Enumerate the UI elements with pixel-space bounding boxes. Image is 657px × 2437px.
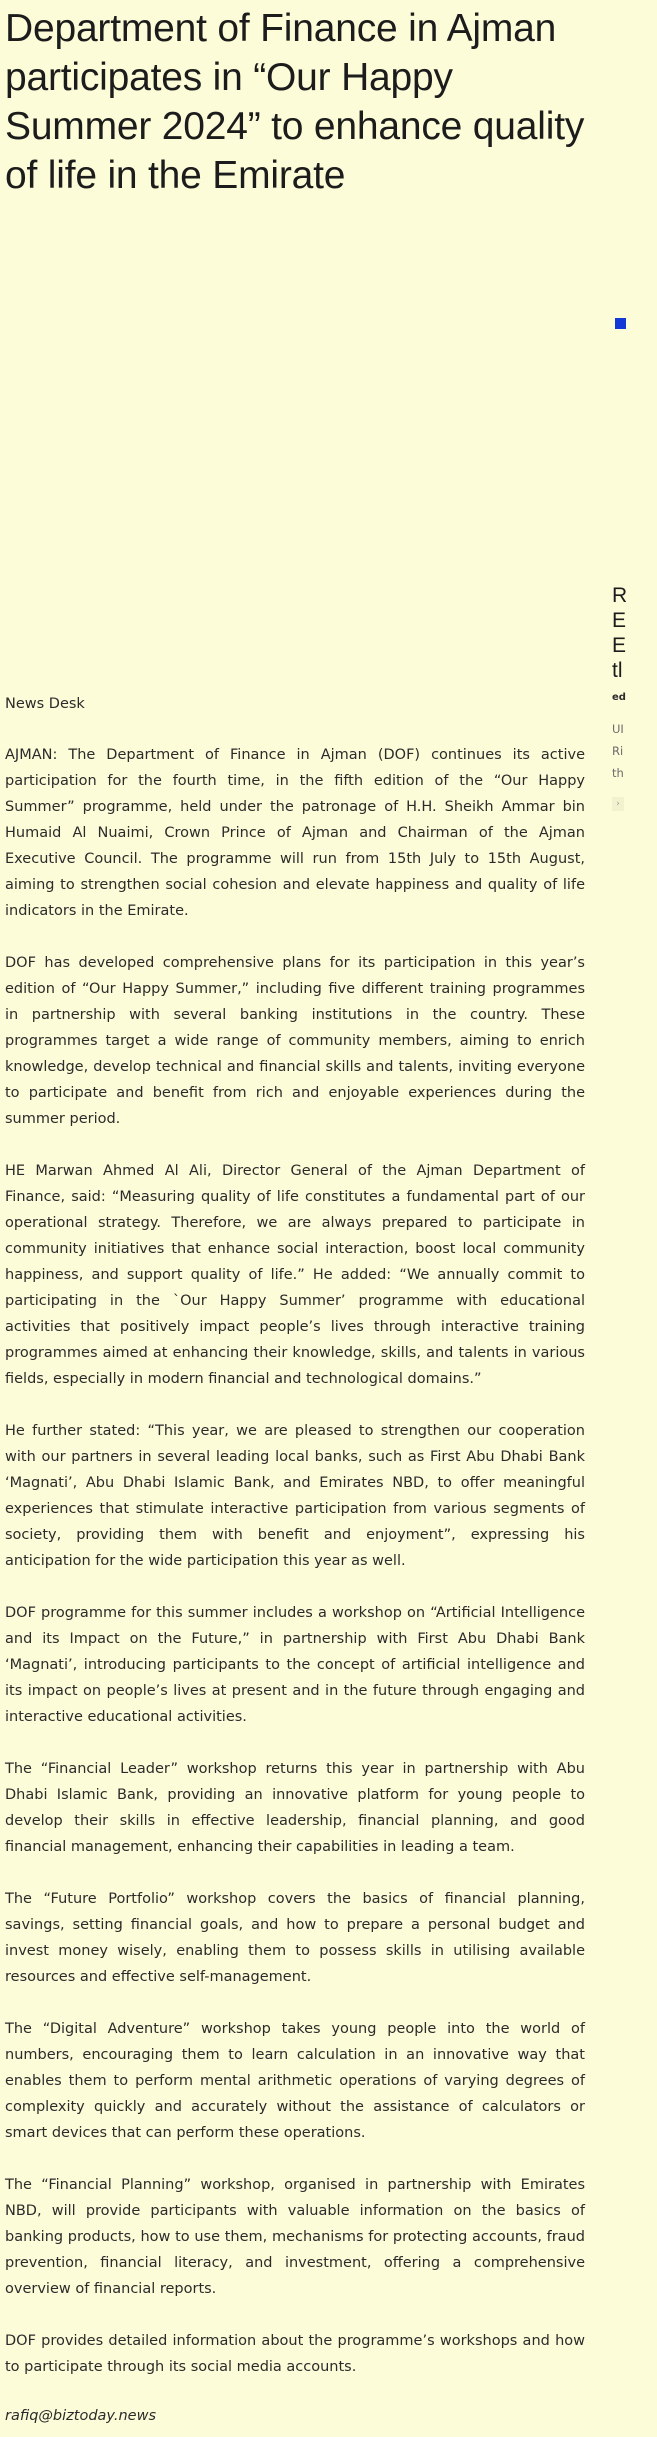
article-paragraph: The “Future Portfolio” workshop covers the basics of financial planning, savings, setting financial goals, and how to prepare a personal budget and invest money wisely, enabling them to possess skills in utilising available resources and effective self-management. xyxy=(5,1891,585,1985)
related-article-title[interactable] xyxy=(612,583,657,683)
featured-media-area xyxy=(5,200,585,694)
related-title-line: E xyxy=(612,609,627,632)
article-headline: Department of Finance in Ajman participates in “Our Happy Summer 2024” to enhance quality of life in the Emirate xyxy=(5,7,585,197)
related-article-byline: ed xyxy=(612,692,626,703)
article-paragraph: AJMAN: The Department of Finance in Ajman (DOF) continues its active participation for the fourth time, in the fifth edition of the “Our Happy Summer” programme, held under the patronage of H.H. Sheikh Ammar bin Humaid Al Nuaimi, Crown Prince of Ajman and Chairman of the Ajman Executive Council. The programme will run from 15th July to 15th August, aiming to strengthen social cohesion and elevate happiness and quality of life indicators in the Emirate. xyxy=(5,747,585,919)
article-paragraph: The “Digital Adventure” workshop takes young people into the world of numbers, encouraging them to learn calculation in an innovative way that enables them to perform mental arithmetic operations of varying degrees of complexity quickly and accurately without the assistance of calculators or smart devices that can perform these operations. xyxy=(5,2021,585,2141)
article xyxy=(5,0,585,2426)
article-byline[interactable]: News Desk xyxy=(5,696,85,712)
article-paragraph: HE Marwan Ahmed Al Ali, Director General of the Ajman Department of Finance, said: “Measuring quality of life constitutes a fundamental part of our operational strategy. Therefore, we are always prepared to participate in community initiatives that enhance social interaction, boost local community happiness, and support quality of life.” He added: “We annually commit to participating in the `Our Happy Summer’ programme with educational activities that positively impact people’s lives through interactive training programmes aimed at enhancing their knowledge, skills, and talents in various fields, especially in modern financial and technological domains.” xyxy=(5,1163,585,1387)
related-article-excerpt xyxy=(612,718,657,784)
article-paragraph: The “Financial Leader” workshop returns this year in partnership with Abu Dhabi Islamic Bank, providing an innovative platform for young people to develop their skills in effective leadership, financial planning, and good financial management, enhancing their capabilities in leading a team. xyxy=(5,1761,585,1855)
article-body xyxy=(5,742,585,2380)
article-paragraph: DOF provides detailed information about the programme’s workshops and how to participate through its social media accounts. xyxy=(5,2333,585,2375)
related-sidebar xyxy=(612,0,657,2437)
related-excerpt-line: UI xyxy=(612,722,624,736)
sidebar-accent-marker xyxy=(615,318,626,329)
related-title-line: R xyxy=(612,584,628,607)
article-paragraph: The “Financial Planning” workshop, organised in partnership with Emirates NBD, will provide participants with valuable information on the basics of banking products, how to use them, mechanisms for protecting accounts, fraud prevention, financial literacy, and investment, offering a comprehensive overview of financial reports. xyxy=(5,2177,585,2297)
related-excerpt-line: th xyxy=(612,766,624,780)
article-paragraph: DOF programme for this summer includes a workshop on “Artificial Intelligence and its Impact on the Future,” in partnership with First Abu Dhabi Bank ‘Magnati’, introducing participants to the concept of artificial intelligence and its impact on people’s lives at present and in the future through engaging and interactive educational activities. xyxy=(5,1605,585,1725)
related-title-line: E xyxy=(612,634,627,657)
related-excerpt-line: Ri xyxy=(612,744,624,758)
related-title-line: tl xyxy=(612,659,623,682)
author-email[interactable]: rafiq@biztoday.news xyxy=(5,2408,156,2424)
article-paragraph: DOF has developed comprehensive plans for its participation in this year’s edition of “Our Happy Summer,” including five different training programmes in partnership with several banking institutions in the country. These programmes target a wide range of community members, aiming to enrich knowledge, develop technical and financial skills and talents, inviting everyone to participate and benefit from rich and enjoyable experiences during the summer period. xyxy=(5,955,585,1127)
article-paragraph: He further stated: “This year, we are pleased to strengthen our cooperation with our partners in several leading local banks, such as First Abu Dhabi Bank ‘Magnati’, Abu Dhabi Islamic Bank, and Emirates NBD, to offer meaningful experiences that stimulate interactive participation from various segments of society, providing them with benefit and enjoyment”, expressing his anticipation for the wide participation this year as well. xyxy=(5,1423,585,1569)
chevron-right-icon[interactable]: › xyxy=(612,797,624,811)
